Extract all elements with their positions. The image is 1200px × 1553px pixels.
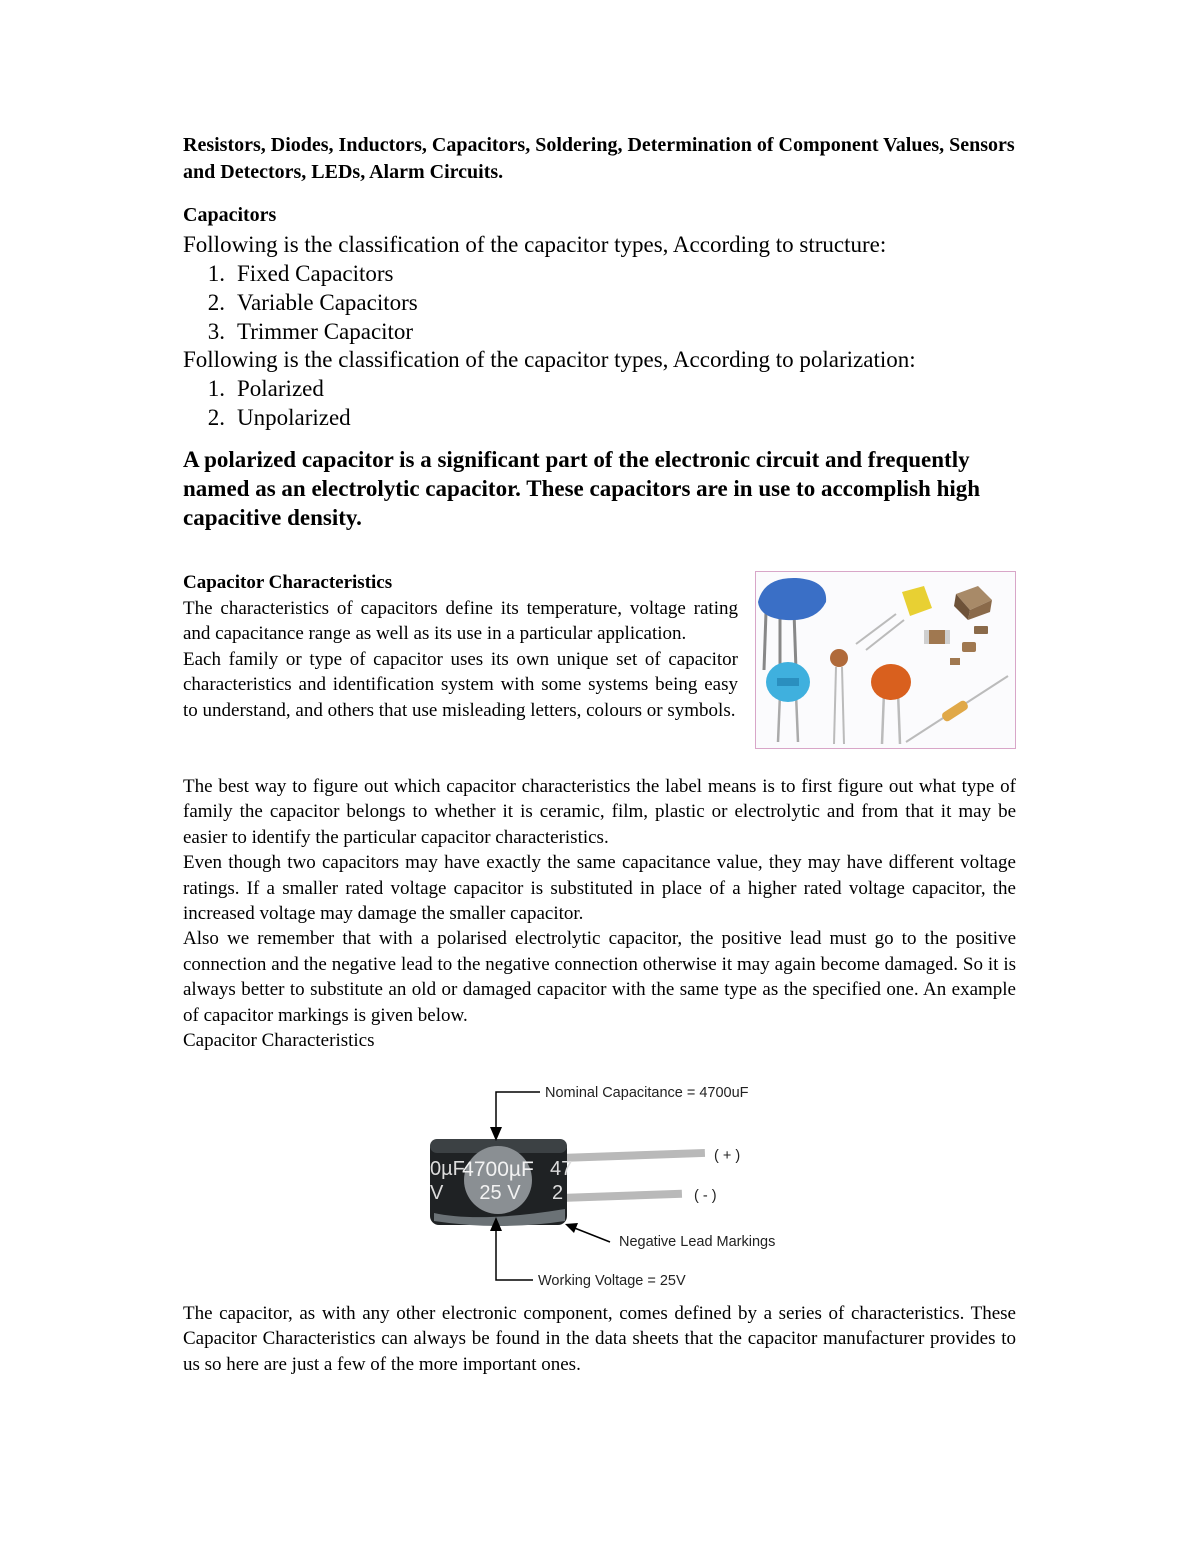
positive-lead <box>560 1149 705 1162</box>
list-item: 2. Variable Capacitors <box>207 290 418 315</box>
paragraph: Even though two capacitors may have exactly the same capacitance value, they may have different voltage ratings. If a smaller rated voltage capacitor is substituted in place of a higher rated voltage capacitor, the increased voltage may damage the smaller capacitor. <box>183 852 1016 925</box>
characteristics-heading: Capacitor Characteristics <box>183 572 393 593</box>
polarization-intro: Following is the classification of the capacitor types, According to polarization: <box>183 347 916 372</box>
markings-callout-line <box>572 1227 610 1242</box>
nominal-capacitance-label: Nominal Capacitance = 4700uF <box>545 1085 749 1101</box>
body-left-value-label: 0µF <box>430 1158 465 1180</box>
paragraph: Also we remember that with a polarised electrolytic capacitor, the positive lead must go to the positive connection and the negative lead to the negative connection otherwise it may again become damaged. So it is always better to substitute an old or damaged capacitor with the same type as the specified one. An example of capacitor markings is given below. <box>183 928 1016 1026</box>
nominal-callout-line <box>496 1092 540 1129</box>
capacitor-types-illustration <box>756 572 1015 748</box>
paragraph: The best way to figure out which capacitor characteristics the label means is to first figure out what type of family the capacitor belongs to whether it is ceramic, film, plastic or electrolytic and from that it may be easier to identify the particular capacitor characteristics. <box>183 776 1016 848</box>
list-item: 1. Polarized <box>207 376 324 401</box>
arrow-down-icon <box>490 1127 502 1141</box>
body-right-value-label: 47 <box>550 1158 573 1180</box>
list-item: 3. Trimmer Capacitor <box>207 319 414 344</box>
negative-lead-label: ( - ) <box>694 1188 717 1204</box>
body-value-label: 4700µF <box>462 1158 534 1181</box>
list-item: 1. Fixed Capacitors <box>207 261 394 286</box>
structure-intro: Following is the classification of the capacitor types, According to structure: <box>183 232 887 257</box>
closing-paragraph: The capacitor, as with any other electronic component, comes defined by a series of characteristics. These Capacitor Characteristics can always be found in the data sheets that the capacitor manufacturer provides to us so here are just a few of the more important ones. <box>183 1303 1016 1375</box>
body-voltage-label: 25 V <box>479 1182 521 1204</box>
figure-caption: Capacitor Characteristics <box>183 1030 375 1051</box>
voltage-callout-line <box>496 1229 533 1280</box>
paragraph: Each family or type of capacitor uses its own unique set of capacitor characteristics and identification system with some systems being easy to understand, and others that use misleading letters, colours or symbols. <box>183 648 738 721</box>
polarization-list <box>183 374 351 432</box>
body-right-voltage-label: 2 <box>552 1182 564 1204</box>
capacitor-markings-diagram <box>420 1075 800 1290</box>
working-voltage-label: Working Voltage = 25V <box>538 1273 686 1289</box>
section-title: Capacitors <box>183 204 277 226</box>
polarized-note: A polarized capacitor is a significant part of the electronic circuit and frequently named as an electrolytic capacitor. These capacitors are in use to accomplish high capacitive density. <box>183 447 981 530</box>
positive-lead-label: ( + ) <box>714 1148 741 1164</box>
characteristics-intro <box>183 596 738 723</box>
negative-lead-markings-label: Negative Lead Markings <box>619 1234 776 1250</box>
characteristics-body <box>183 774 1016 1028</box>
negative-lead <box>560 1190 682 1202</box>
paragraph: The characteristics of capacitors define its temperature, voltage rating and capacitance range as well as its use in a particular application. <box>183 598 738 645</box>
body-left-voltage-label: V <box>430 1182 444 1204</box>
structure-list <box>183 259 418 346</box>
capacitor-types-photo <box>755 571 1016 749</box>
list-item: 2. Unpolarized <box>207 405 351 430</box>
topics-heading: Resistors, Diodes, Inductors, Capacitors, Soldering, Determination of Component Values, Sensors and Detectors, LEDs, Alarm Circuits. <box>183 134 1015 183</box>
